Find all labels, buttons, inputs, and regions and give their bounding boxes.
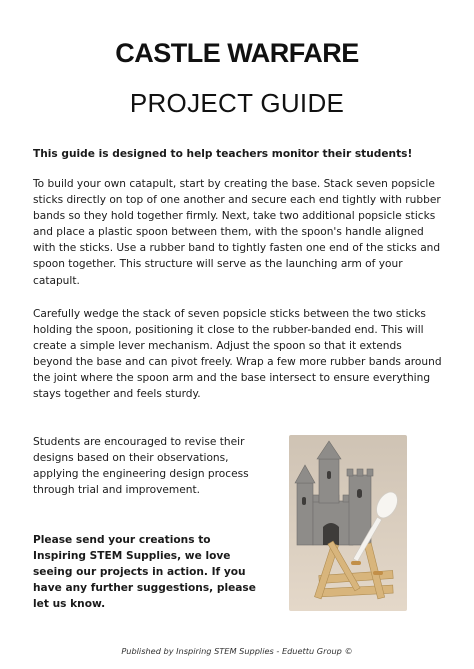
intro-text: This guide is designed to help teachers monitor their students! xyxy=(33,148,413,160)
paragraph-lever: Carefully wedge the stack of seven popsicle sticks between the two sticks holding the spoon, positioning it close to the rubber-banded end. This will create a simple lever mechanism. Adjust the spoon so that it extends beyond the base and can pivot freely. Wrap a few more rubber bands around the joint where the spoon arm and the base intersect to ensure everything stays together and feels sturdy. xyxy=(33,308,442,401)
catapult-castle-photo xyxy=(289,435,407,611)
paragraph-build-base: To build your own catapult, start by creating the base. Stack seven popsicle sticks directly on top of one another and secure each end tightly with rubber bands so they hold together firmly. Next, take two additional popsicle sticks and place a plastic spoon between them, with the spoon's handle aligned with the sticks. Use a rubber band to tightly fasten one end of the sticks and spoon together. This structure will serve as the launching arm of your catapult. xyxy=(33,178,441,287)
page-title: CASTLE WARFARE xyxy=(115,38,359,68)
paragraph-revise: Students are encouraged to revise their designs based on their observations, applying the engineering design process through trial and improvement. xyxy=(33,436,249,497)
page-subtitle: PROJECT GUIDE xyxy=(129,88,345,118)
footer-publisher: Published by Inspiring STEM Supplies - Eduettu Group © xyxy=(121,646,353,656)
paragraph-send-creations: Please send your creations to Inspiring STEM Supplies, we love seeing our projects in action. If you have any further suggestions, please let us know. xyxy=(33,534,256,611)
